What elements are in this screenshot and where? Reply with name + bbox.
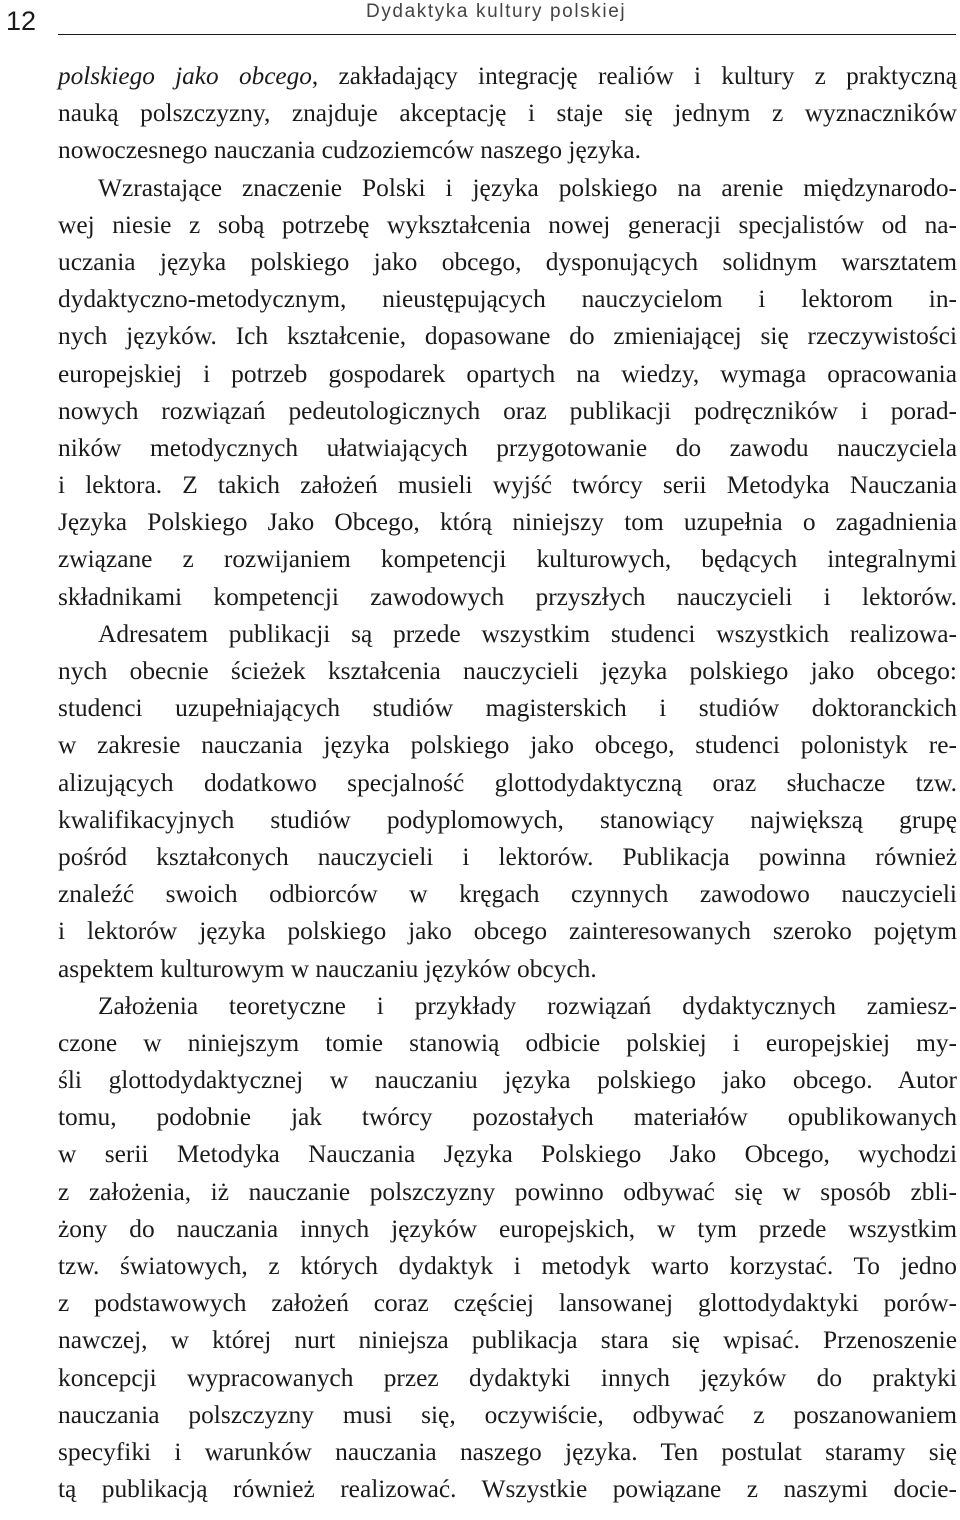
- italic-phrase: polskiego jako obcego: [58, 62, 312, 90]
- header-rule: [58, 34, 956, 35]
- text-line: kwalifikacyjnych studiów podyplomowych, stanowiący największą grupę: [58, 805, 957, 834]
- text-line: składnikami kompetencji zawodowych przyszłych nauczycieli i lektorów.: [58, 582, 957, 611]
- text-line: wej niesie z sobą potrzebę wykształcenia nowej generacji specjalistów od na-: [58, 210, 957, 239]
- text-line: w zakresie nauczania języka polskiego jako obcego, studenci polonistyk re-: [58, 731, 957, 760]
- text-line: nowoczesnego nauczania cudzoziemców naszego języka.: [58, 136, 641, 165]
- page-number: 12: [6, 6, 37, 36]
- text-line: nych języków. Ich kształcenie, dopasowane do zmieniającej się rzeczywistości: [58, 322, 957, 351]
- text-line: z podstawowych założeń coraz częściej lansowanej glottodydaktyki porów-: [58, 1289, 957, 1318]
- text-line: żony do nauczania innych języków europejskich, w tym przede wszystkim: [58, 1214, 957, 1243]
- text-line: nych obecnie ścieżek kształcenia nauczycieli języka polskiego jako obcego:: [58, 657, 957, 685]
- text-line: studenci uzupełniających studiów magisterskich i studiów doktoranckich: [58, 694, 957, 723]
- text-line: dydaktyczno-metodycznym, nieustępujących nauczycielom i lektorom in-: [58, 285, 957, 314]
- text-line: z założenia, iż nauczanie polszczyzny powinno odbywać się w sposób zbli-: [58, 1177, 957, 1206]
- text-line: nauką polszczyzny, znajduje akceptację i staje się jednym z wyznaczników: [58, 99, 957, 128]
- text-line: tą publikacją również realizować. Wszystkie powiązane z naszymi docie-: [58, 1475, 957, 1504]
- text-line: Języka Polskiego Jako Obcego, którą niniejszy tom uzupełnia o zagadnienia: [58, 508, 957, 537]
- text-line: czone w niniejszym tomie stanowią odbicie polskiej i europejskiej my-: [58, 1028, 957, 1057]
- text-line: tomu, podobnie jak twórcy pozostałych materiałów opublikowanych: [58, 1103, 957, 1132]
- text-line: i lektorów języka polskiego jako obcego zainteresowanych szeroko pojętym: [58, 917, 957, 946]
- text-line: europejskiej i potrzeb gospodarek opartych na wiedzy, wymaga opracowania: [58, 359, 957, 388]
- text-line: związane z rozwijaniem kompetencji kulturowych, będących integralnymi: [58, 545, 957, 574]
- text-line: tzw. światowych, z których dydaktyk i metodyk warto korzystać. To jedno: [58, 1252, 957, 1280]
- text-line: Adresatem publikacji są przede wszystkim studenci wszystkich realizowa-: [98, 619, 957, 648]
- text-line: i lektora. Z takich założeń musieli wyjść twórcy serii Metodyka Nauczania: [58, 471, 957, 500]
- page-header: [0, 0, 960, 40]
- text-line: polskiego jako obcego, zakładający integrację realiów i kultury z praktyczną: [58, 62, 957, 90]
- text-line: specyfiki i warunków nauczania naszego języka. Ten postulat staramy się: [58, 1437, 957, 1466]
- running-title: Dydaktyka kultury polskiej: [366, 1, 627, 22]
- text-line: koncepcji wypracowanych przez dydaktyki innych języków do praktyki: [58, 1363, 957, 1392]
- text-line: Założenia teoretyczne i przykłady rozwiązań dydaktycznych zamiesz-: [98, 991, 957, 1020]
- text-line: uczania języka polskiego jako obcego, dysponujących solidnym warsztatem: [58, 247, 957, 276]
- text-line: znaleźć swoich odbiorców w kręgach czynnych zawodowo nauczycieli: [58, 880, 957, 909]
- body-text: [58, 58, 957, 1508]
- text-line: nauczania polszczyzny musi się, oczywiście, odbywać z poszanowaniem: [58, 1400, 957, 1429]
- text-line: aspektem kulturowym w nauczaniu języków obcych.: [58, 954, 597, 983]
- text-line: w serii Metodyka Nauczania Języka Polskiego Jako Obcego, wychodzi: [58, 1140, 957, 1169]
- text-line: pośród kształconych nauczycieli i lektorów. Publikacja powinna również: [58, 842, 957, 871]
- text-line: nawczej, w której nurt niniejsza publikacja stara się wpisać. Przenoszenie: [58, 1326, 957, 1355]
- text-line: nowych rozwiązań pedeutologicznych oraz publikacji podręczników i porad-: [58, 396, 957, 425]
- text-line: śli glottodydaktycznej w nauczaniu języka polskiego jako obcego. Autor: [58, 1066, 957, 1095]
- text-line: alizujących dodatkowo specjalność glottodydaktyczną oraz słuchacze tzw.: [58, 768, 957, 797]
- text-line: ników metodycznych ułatwiających przygotowanie do zawodu nauczyciela: [58, 433, 957, 462]
- text-line: Wzrastające znaczenie Polski i języka polskiego na arenie międzynarodo-: [98, 173, 957, 202]
